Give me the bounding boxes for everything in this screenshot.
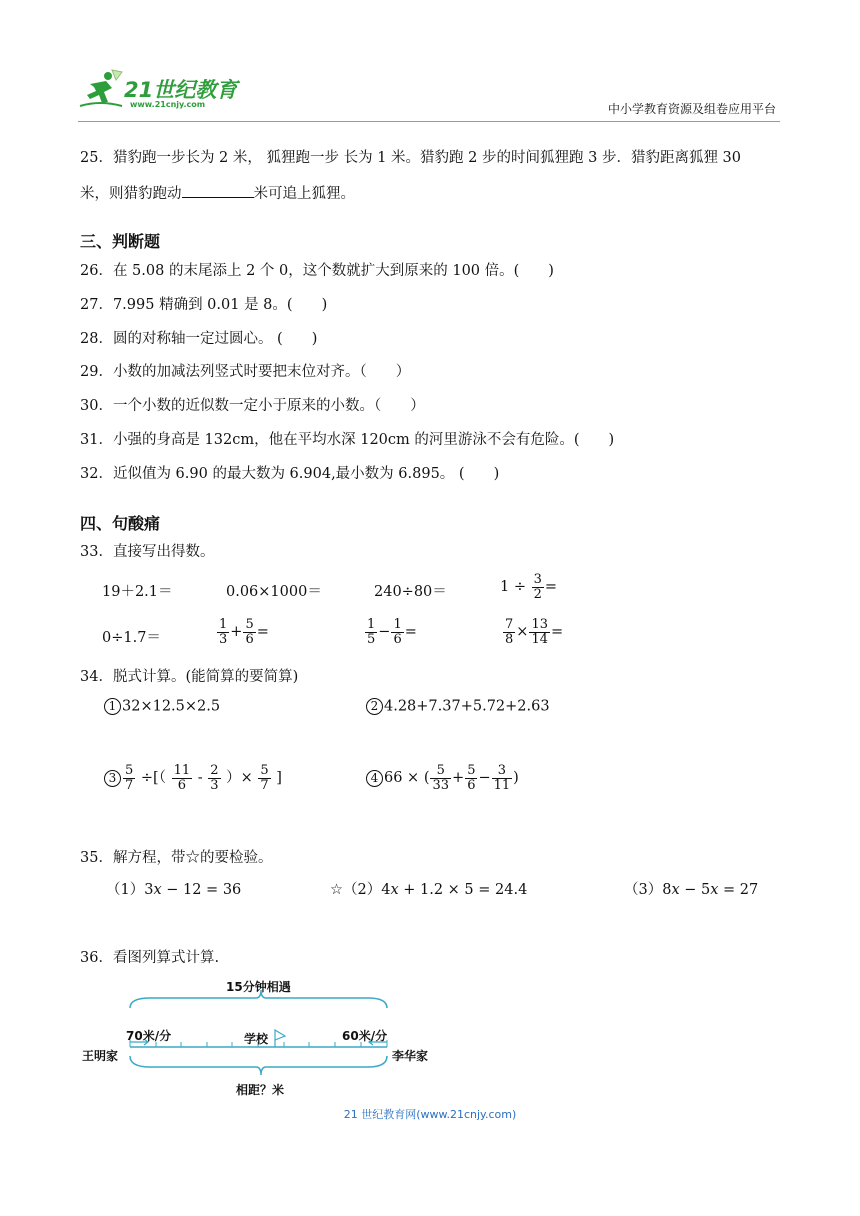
logo-subtext: www.21cnjy.com — [130, 100, 206, 109]
logo — [78, 66, 243, 116]
denominator: 33 — [432, 777, 450, 793]
operator: ÷[（ — [140, 770, 166, 787]
numerator: 1 — [367, 617, 376, 632]
numerator: 1 — [219, 617, 228, 632]
numerator: 5 — [125, 763, 134, 778]
bracket: ) — [513, 770, 519, 787]
footer-text: 21 世纪教育网(www.21cnjy.com) — [343, 1108, 517, 1121]
question-32: 32．近似值为 6.90 的最大数为 6.904,最小数为 6.895。 ( ) — [80, 466, 500, 482]
operator: − — [478, 770, 491, 787]
equals: = — [544, 579, 558, 596]
distance-label: 相距？米 — [236, 1083, 285, 1097]
numerator: 3 — [492, 764, 513, 779]
equation-3: （3）8𝑥 − 5𝑥 = 27 — [624, 882, 759, 898]
platform-name: 中小学教育资源及组卷应用平台 — [607, 102, 776, 116]
equation-2: ☆（2）4𝑥 + 1.2 × 5 = 24.4 — [330, 882, 528, 898]
runner-logo-icon — [78, 66, 126, 110]
question-25-line1: 25．猎豹跑一步长为 2 米， 狐狸跑一步 长为 1 米。猎豹跑 2 步的时间狐狸跑 3 步．猎豹距离狐狸 30 — [80, 150, 741, 166]
logo-text: 21世纪教育 — [124, 78, 238, 102]
question-28: 28．圆的对称轴一定过圆心。 ( ) — [80, 331, 318, 347]
denominator: 3 — [210, 777, 219, 793]
right-speed-label: 60米/分 — [342, 1029, 388, 1043]
left-home-label: 王明家 — [82, 1049, 119, 1063]
numerator: 13 — [531, 617, 548, 632]
expr-1 — [104, 698, 220, 715]
calc-8 — [502, 618, 563, 646]
numerator: 2 — [210, 763, 219, 778]
denominator: 14 — [531, 631, 548, 647]
question-34-label: 34．脱式计算。(能简算的要简算) — [80, 669, 299, 685]
fraction — [208, 764, 220, 792]
question-25-line2 — [80, 182, 355, 203]
operator: + — [452, 770, 465, 787]
numerator: 3 — [533, 572, 542, 587]
fraction — [172, 764, 193, 792]
denominator: 6 — [467, 777, 476, 793]
question-25-text-a: 米，则猎豹跑动 — [80, 186, 182, 202]
fraction — [503, 618, 515, 646]
denominator: 3 — [219, 631, 228, 647]
section-4-title: 四、句酸痛 — [80, 514, 161, 533]
operator: ）× — [226, 770, 253, 787]
question-35-label: 35．解方程，带☆的要检验。 — [80, 850, 273, 866]
fraction — [532, 573, 544, 601]
equals: = — [256, 624, 269, 641]
denominator: 7 — [260, 777, 269, 793]
equals: = — [404, 624, 417, 641]
denominator: 11 — [493, 777, 511, 793]
numerator: 5 — [260, 763, 269, 778]
calc-1: 19＋2.1＝ — [102, 584, 173, 600]
numerator: 5 — [245, 617, 254, 632]
meeting-diagram — [78, 972, 448, 1100]
numerator: 7 — [505, 617, 514, 632]
question-36-label: 36．看图列算式计算. — [80, 950, 220, 966]
fraction — [391, 618, 403, 646]
expr-1-text: 32×12.5×2.5 — [122, 698, 221, 715]
expr-2-text: 4.28+7.37+5.72+2.63 — [384, 698, 550, 715]
expr-2 — [366, 698, 550, 715]
question-26: 26．在 5.08 的末尾添上 2 个 0，这个数就扩大到原来的 100 倍。( ) — [80, 263, 554, 279]
answer-blank[interactable] — [182, 183, 254, 198]
header-divider — [78, 121, 780, 122]
meeting-time-label: 15分钟相遇 — [226, 980, 291, 994]
numerator: 11 — [173, 763, 191, 778]
fraction — [365, 618, 377, 646]
calc-7 — [364, 618, 417, 646]
equation-1: （1）3𝑥 − 12 = 36 — [106, 882, 242, 898]
denominator: 6 — [177, 777, 186, 793]
circled-number: 1 — [104, 698, 121, 715]
numerator: 1 — [393, 617, 402, 632]
denominator: 5 — [367, 631, 376, 647]
fraction — [243, 618, 255, 646]
fraction — [529, 618, 550, 646]
operator: - — [197, 770, 203, 787]
numerator: 5 — [467, 763, 476, 778]
circled-number: 2 — [366, 698, 383, 715]
school-label: 学校 — [244, 1032, 269, 1046]
calc-4 — [500, 573, 557, 601]
operator: + — [230, 624, 243, 641]
fraction — [492, 764, 513, 792]
fraction — [217, 618, 229, 646]
denominator: 2 — [533, 586, 542, 602]
calc-3: 240÷80＝ — [374, 584, 447, 600]
denominator: 6 — [245, 631, 254, 647]
denominator: 7 — [125, 777, 134, 793]
operator: × — [516, 624, 529, 641]
denominator: 8 — [505, 631, 514, 647]
right-home-label: 李华家 — [392, 1049, 429, 1063]
calc-2: 0.06×1000＝ — [226, 584, 322, 600]
question-31: 31．小强的身高是 132cm，他在平均水深 120cm 的河里游泳不会有危险。( ) — [80, 432, 615, 448]
fraction — [258, 764, 270, 792]
expr-4 — [366, 764, 519, 792]
calc-5: 0÷1.7＝ — [102, 630, 161, 646]
circled-number: 3 — [104, 770, 121, 787]
operator: − — [378, 624, 391, 641]
left-speed-label: 70米/分 — [126, 1029, 172, 1043]
calc-4-prefix: 1 ÷ — [500, 579, 526, 596]
question-29: 29．小数的加减法列竖式时要把末位对齐。（ ） — [80, 364, 411, 380]
question-30: 30．一个小数的近似数一定小于原来的小数。（ ） — [80, 398, 425, 414]
equals: = — [550, 624, 564, 641]
question-33-label: 33．直接写出得数。 — [80, 544, 215, 560]
bottom-brace — [130, 1056, 387, 1075]
question-25-text-b: 米可追上狐狸。 — [253, 186, 355, 202]
circled-number: 4 — [366, 770, 383, 787]
fraction — [465, 764, 477, 792]
expr-3 — [104, 764, 282, 792]
fraction — [430, 764, 451, 792]
section-3-title: 三、判断题 — [80, 232, 161, 251]
numerator: 5 — [430, 764, 451, 779]
fraction — [123, 764, 135, 792]
denominator: 6 — [393, 631, 402, 647]
operator: 66 × ( — [384, 770, 430, 787]
bracket: ] — [276, 770, 282, 787]
question-27: 27．7.995 精确到 0.01 是 8。( ) — [80, 297, 328, 313]
calc-6 — [216, 618, 269, 646]
